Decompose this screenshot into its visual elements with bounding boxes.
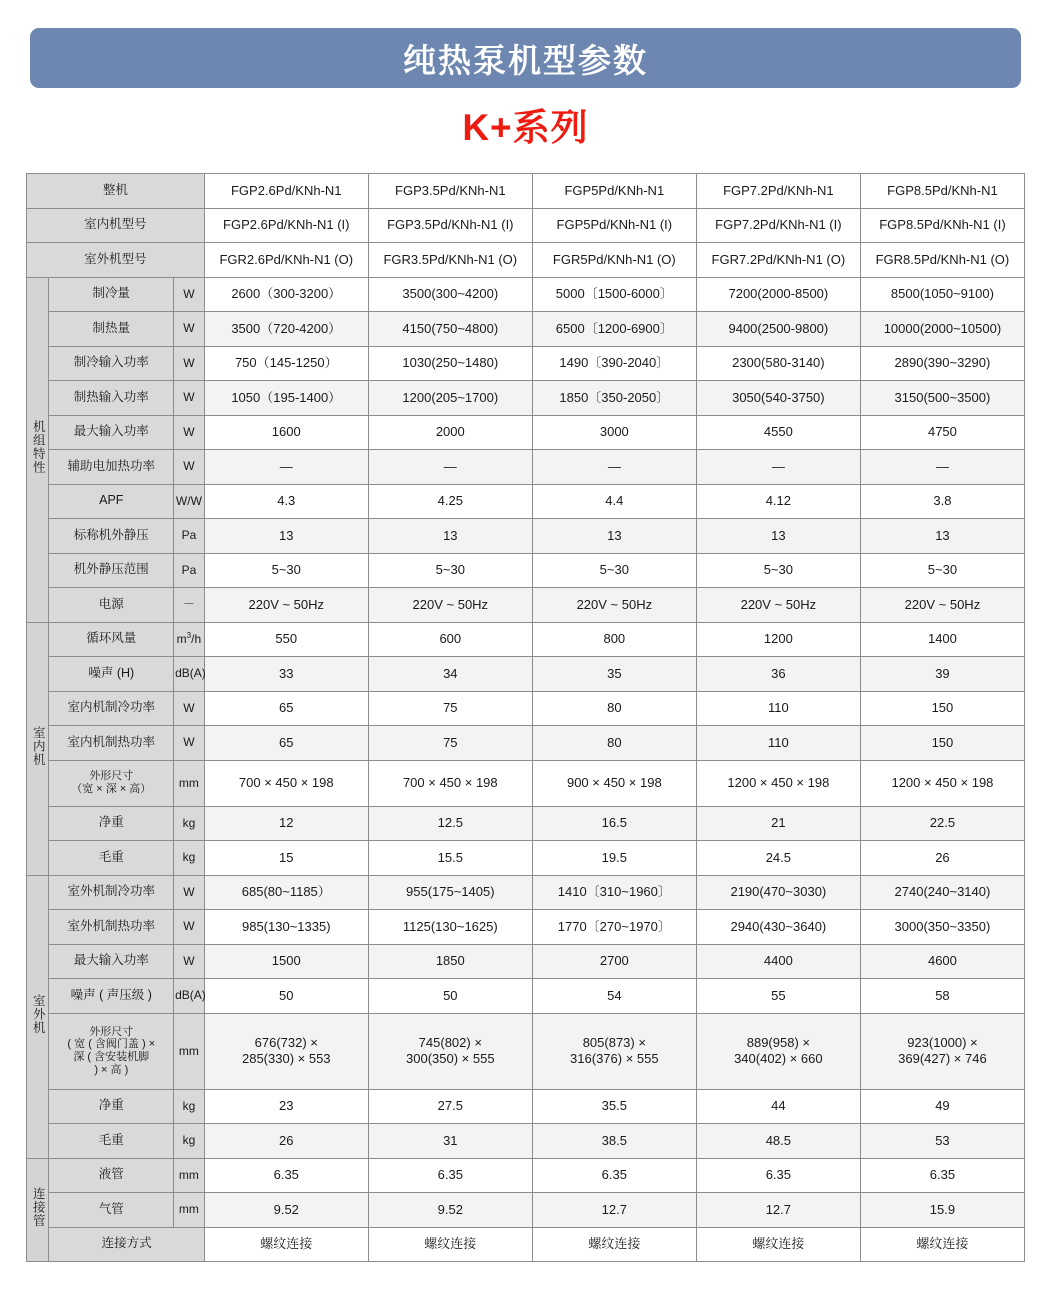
table-row	[27, 1124, 1025, 1159]
data-cell: 110	[696, 726, 860, 761]
data-cell: 2940(430~3640)	[696, 910, 860, 945]
data-cell: 5~30	[532, 553, 696, 588]
data-cell: FGP2.6Pd/KNh-N1 (I)	[204, 208, 368, 243]
data-cell: 53	[860, 1124, 1024, 1159]
data-cell: 3.8	[860, 484, 1024, 519]
row-unit: kg	[174, 1089, 205, 1124]
data-cell: 2700	[532, 944, 696, 979]
data-cell: 220V ~ 50Hz	[368, 588, 532, 623]
data-cell: 75	[368, 726, 532, 761]
row-unit: W	[174, 312, 205, 347]
table-row	[27, 622, 1025, 657]
data-cell: 700 × 450 × 198	[204, 760, 368, 806]
data-cell: 4150(750~4800)	[368, 312, 532, 347]
data-cell: 220V ~ 50Hz	[696, 588, 860, 623]
row-unit: kg	[174, 806, 205, 841]
row-label: 室外机型号	[27, 243, 205, 278]
row-label: 整机	[27, 174, 205, 209]
data-cell: 2190(470~3030)	[696, 875, 860, 910]
data-cell: 65	[204, 726, 368, 761]
row-unit: W	[174, 381, 205, 416]
data-cell: 35.5	[532, 1089, 696, 1124]
table-row	[27, 760, 1025, 806]
row-unit: kg	[174, 841, 205, 876]
data-cell: 889(958) × 340(402) × 660	[696, 1013, 860, 1089]
group-label: 机组特性	[27, 277, 49, 622]
data-cell: 15.9	[860, 1193, 1024, 1228]
row-unit: kg	[174, 1124, 205, 1159]
data-cell: 1490〔390-2040〕	[532, 346, 696, 381]
data-cell: 螺纹连接	[204, 1227, 368, 1262]
row-unit: dB(A)	[174, 979, 205, 1014]
table-row	[27, 1089, 1025, 1124]
data-cell: FGP5Pd/KNh-N1	[532, 174, 696, 209]
row-unit: －	[174, 588, 205, 623]
data-cell: 1200	[696, 622, 860, 657]
row-label: 室外机制热功率	[49, 910, 174, 945]
data-cell: 44	[696, 1089, 860, 1124]
data-cell: 805(873) × 316(376) × 555	[532, 1013, 696, 1089]
data-cell: 2890(390~3290)	[860, 346, 1024, 381]
data-cell: 4750	[860, 415, 1024, 450]
data-cell: 5~30	[860, 553, 1024, 588]
data-cell: 36	[696, 657, 860, 692]
row-label: 制冷量	[49, 277, 174, 312]
data-cell: 8500(1050~9100)	[860, 277, 1024, 312]
row-unit: mm	[174, 1193, 205, 1228]
row-label: 辅助电加热功率	[49, 450, 174, 485]
data-cell: FGP5Pd/KNh-N1 (I)	[532, 208, 696, 243]
row-label: 净重	[49, 806, 174, 841]
data-cell: 螺纹连接	[696, 1227, 860, 1262]
table-row	[27, 691, 1025, 726]
row-unit: $m^3/h$	[174, 622, 205, 657]
data-cell: 48.5	[696, 1124, 860, 1159]
data-cell: FGR7.2Pd/KNh-N1 (O)	[696, 243, 860, 278]
row-unit: mm	[174, 1013, 205, 1089]
data-cell: 13	[696, 519, 860, 554]
row-unit: W	[174, 277, 205, 312]
row-label: 最大输入功率	[49, 415, 174, 450]
data-cell: 2600（300-3200）	[204, 277, 368, 312]
row-label: 标称机外静压	[49, 519, 174, 554]
data-cell: FGP8.5Pd/KNh-N1	[860, 174, 1024, 209]
data-cell: 1600	[204, 415, 368, 450]
data-cell: 1200 × 450 × 198	[860, 760, 1024, 806]
data-cell: 1400	[860, 622, 1024, 657]
data-cell: 6.35	[860, 1158, 1024, 1193]
data-cell: 1125(130~1625)	[368, 910, 532, 945]
data-cell: FGP2.6Pd/KNh-N1	[204, 174, 368, 209]
data-cell: 745(802) × 300(350) × 555	[368, 1013, 532, 1089]
data-cell: 6.35	[204, 1158, 368, 1193]
data-cell: 9.52	[204, 1193, 368, 1228]
row-unit: W	[174, 875, 205, 910]
row-unit: W	[174, 691, 205, 726]
data-cell: 1030(250~1480)	[368, 346, 532, 381]
row-label: 外形尺寸 （宽 × 深 × 高）	[49, 760, 174, 806]
data-cell: 3500(300~4200)	[368, 277, 532, 312]
table-row	[27, 519, 1025, 554]
row-label: 液管	[49, 1158, 174, 1193]
table-row	[27, 346, 1025, 381]
data-cell: 50	[368, 979, 532, 1014]
data-cell: 21	[696, 806, 860, 841]
data-cell: 9.52	[368, 1193, 532, 1228]
data-cell: 6500〔1200-6900〕	[532, 312, 696, 347]
data-cell: —	[696, 450, 860, 485]
data-cell: 26	[204, 1124, 368, 1159]
row-label: 制热量	[49, 312, 174, 347]
table-row	[27, 277, 1025, 312]
data-cell: 24.5	[696, 841, 860, 876]
data-cell: 5~30	[368, 553, 532, 588]
data-cell: 2740(240~3140)	[860, 875, 1024, 910]
data-cell: 3050(540-3750)	[696, 381, 860, 416]
data-cell: 34	[368, 657, 532, 692]
table-row	[27, 1227, 1025, 1262]
row-label: 连接方式	[49, 1227, 204, 1262]
table-row	[27, 1158, 1025, 1193]
group-label: 连接管	[27, 1158, 49, 1262]
data-cell: 49	[860, 1089, 1024, 1124]
data-cell: 923(1000) × 369(427) × 746	[860, 1013, 1024, 1089]
row-unit: W/W	[174, 484, 205, 519]
data-cell: 955(175~1405)	[368, 875, 532, 910]
data-cell: 23	[204, 1089, 368, 1124]
table-row	[27, 208, 1025, 243]
data-cell: 4550	[696, 415, 860, 450]
data-cell: 550	[204, 622, 368, 657]
data-cell: —	[204, 450, 368, 485]
data-cell: 4.4	[532, 484, 696, 519]
row-label: 制热输入功率	[49, 381, 174, 416]
data-cell: 6.35	[696, 1158, 860, 1193]
data-cell: 55	[696, 979, 860, 1014]
row-unit: Pa	[174, 553, 205, 588]
data-cell: 150	[860, 726, 1024, 761]
row-label: 最大输入功率	[49, 944, 174, 979]
data-cell: 13	[204, 519, 368, 554]
table-row	[27, 944, 1025, 979]
data-cell: 12	[204, 806, 368, 841]
data-cell: 1410〔310~1960〕	[532, 875, 696, 910]
group-label: 室内机	[27, 622, 49, 875]
data-cell: FGR8.5Pd/KNh-N1 (O)	[860, 243, 1024, 278]
row-label: 噪声 ( 声压级 )	[49, 979, 174, 1014]
row-label: 电源	[49, 588, 174, 623]
data-cell: 2300(580-3140)	[696, 346, 860, 381]
data-cell: 1850〔350-2050〕	[532, 381, 696, 416]
data-cell: FGP7.2Pd/KNh-N1 (I)	[696, 208, 860, 243]
data-cell: 220V ~ 50Hz	[860, 588, 1024, 623]
data-cell: 1200(205~1700)	[368, 381, 532, 416]
data-cell: 10000(2000~10500)	[860, 312, 1024, 347]
data-cell: 900 × 450 × 198	[532, 760, 696, 806]
page-banner	[30, 28, 1021, 88]
row-unit: W	[174, 346, 205, 381]
row-label: 制冷输入功率	[49, 346, 174, 381]
data-cell: 6.35	[368, 1158, 532, 1193]
data-cell: 685(80~1185）	[204, 875, 368, 910]
data-cell: 螺纹连接	[860, 1227, 1024, 1262]
table-row	[27, 1193, 1025, 1228]
data-cell: 3000	[532, 415, 696, 450]
data-cell: 16.5	[532, 806, 696, 841]
table-row	[27, 806, 1025, 841]
data-cell: 35	[532, 657, 696, 692]
data-cell: 1500	[204, 944, 368, 979]
data-cell: 9400(2500-9800)	[696, 312, 860, 347]
data-cell: —	[860, 450, 1024, 485]
data-cell: 3000(350~3350)	[860, 910, 1024, 945]
data-cell: 12.5	[368, 806, 532, 841]
data-cell: 15	[204, 841, 368, 876]
data-cell: 1770〔270~1970〕	[532, 910, 696, 945]
row-label: 净重	[49, 1089, 174, 1124]
table-row	[27, 588, 1025, 623]
data-cell: 6.35	[532, 1158, 696, 1193]
data-cell: 13	[532, 519, 696, 554]
row-unit: W	[174, 726, 205, 761]
data-cell: 80	[532, 726, 696, 761]
row-unit: W	[174, 910, 205, 945]
data-cell: 700 × 450 × 198	[368, 760, 532, 806]
row-label: 室内机制冷功率	[49, 691, 174, 726]
table-row	[27, 381, 1025, 416]
spec-table-body	[27, 174, 1025, 1262]
data-cell: 33	[204, 657, 368, 692]
row-unit: W	[174, 944, 205, 979]
table-row	[27, 875, 1025, 910]
series-subtitle: K+系列	[462, 107, 589, 148]
data-cell: 38.5	[532, 1124, 696, 1159]
data-cell: 5~30	[696, 553, 860, 588]
data-cell: FGR3.5Pd/KNh-N1 (O)	[368, 243, 532, 278]
table-row	[27, 415, 1025, 450]
data-cell: 12.7	[696, 1193, 860, 1228]
data-cell: 5000〔1500-6000〕	[532, 277, 696, 312]
data-cell: 19.5	[532, 841, 696, 876]
data-cell: 65	[204, 691, 368, 726]
data-cell: FGP3.5Pd/KNh-N1	[368, 174, 532, 209]
table-row	[27, 450, 1025, 485]
data-cell: 13	[860, 519, 1024, 554]
data-cell: 985(130~1335)	[204, 910, 368, 945]
data-cell: 26	[860, 841, 1024, 876]
row-label: 噪声 (H)	[49, 657, 174, 692]
row-unit: mm	[174, 760, 205, 806]
group-label: 室外机	[27, 875, 49, 1158]
data-cell: 1850	[368, 944, 532, 979]
data-cell: 800	[532, 622, 696, 657]
data-cell: 50	[204, 979, 368, 1014]
data-cell: 4.12	[696, 484, 860, 519]
row-label: 毛重	[49, 841, 174, 876]
data-cell: 31	[368, 1124, 532, 1159]
table-row	[27, 312, 1025, 347]
data-cell: —	[368, 450, 532, 485]
row-label: 毛重	[49, 1124, 174, 1159]
data-cell: 15.5	[368, 841, 532, 876]
data-cell: 2000	[368, 415, 532, 450]
data-cell: 螺纹连接	[532, 1227, 696, 1262]
table-row	[27, 979, 1025, 1014]
data-cell: 螺纹连接	[368, 1227, 532, 1262]
table-row	[27, 553, 1025, 588]
table-row	[27, 1013, 1025, 1089]
data-cell: FGR5Pd/KNh-N1 (O)	[532, 243, 696, 278]
table-row	[27, 174, 1025, 209]
data-cell: 5~30	[204, 553, 368, 588]
data-cell: 4400	[696, 944, 860, 979]
data-cell: 220V ~ 50Hz	[204, 588, 368, 623]
data-cell: 75	[368, 691, 532, 726]
row-unit: dB(A)	[174, 657, 205, 692]
data-cell: 3150(500~3500)	[860, 381, 1024, 416]
data-cell: 27.5	[368, 1089, 532, 1124]
row-label: 室内机型号	[27, 208, 205, 243]
data-cell: FGP3.5Pd/KNh-N1 (I)	[368, 208, 532, 243]
table-row	[27, 243, 1025, 278]
spec-table	[26, 173, 1025, 1262]
data-cell: 600	[368, 622, 532, 657]
row-label: APF	[49, 484, 174, 519]
data-cell: 7200(2000-8500)	[696, 277, 860, 312]
data-cell: 80	[532, 691, 696, 726]
data-cell: FGR2.6Pd/KNh-N1 (O)	[204, 243, 368, 278]
data-cell: 54	[532, 979, 696, 1014]
data-cell: 750（145-1250）	[204, 346, 368, 381]
data-cell: 3500（720-4200）	[204, 312, 368, 347]
table-row	[27, 841, 1025, 876]
data-cell: 58	[860, 979, 1024, 1014]
data-cell: 676(732) × 285(330) × 553	[204, 1013, 368, 1089]
data-cell: 1200 × 450 × 198	[696, 760, 860, 806]
row-label: 外形尺寸 ( 宽 ( 含阀门盖 ) × 深 ( 含安装机脚 ) × 高 )	[49, 1013, 174, 1089]
row-unit: W	[174, 450, 205, 485]
data-cell: FGP7.2Pd/KNh-N1	[696, 174, 860, 209]
data-cell: 13	[368, 519, 532, 554]
row-label: 气管	[49, 1193, 174, 1228]
data-cell: —	[532, 450, 696, 485]
row-label: 室内机制热功率	[49, 726, 174, 761]
data-cell: 220V ~ 50Hz	[532, 588, 696, 623]
data-cell: 4.3	[204, 484, 368, 519]
row-label: 机外静压范围	[49, 553, 174, 588]
data-cell: 150	[860, 691, 1024, 726]
row-unit: W	[174, 415, 205, 450]
data-cell: 4.25	[368, 484, 532, 519]
data-cell: 110	[696, 691, 860, 726]
data-cell: 1050（195-1400）	[204, 381, 368, 416]
table-row	[27, 484, 1025, 519]
data-cell: 12.7	[532, 1193, 696, 1228]
data-cell: 4600	[860, 944, 1024, 979]
data-cell: 39	[860, 657, 1024, 692]
table-row	[27, 657, 1025, 692]
data-cell: 22.5	[860, 806, 1024, 841]
row-unit: Pa	[174, 519, 205, 554]
row-unit: mm	[174, 1158, 205, 1193]
page-title: 纯热泵机型参数	[403, 41, 648, 79]
row-label: 室外机制冷功率	[49, 875, 174, 910]
spec-table-wrapper	[26, 173, 1025, 1262]
row-label: 循环风量	[49, 622, 174, 657]
table-row	[27, 726, 1025, 761]
data-cell: FGP8.5Pd/KNh-N1 (I)	[860, 208, 1024, 243]
table-row	[27, 910, 1025, 945]
